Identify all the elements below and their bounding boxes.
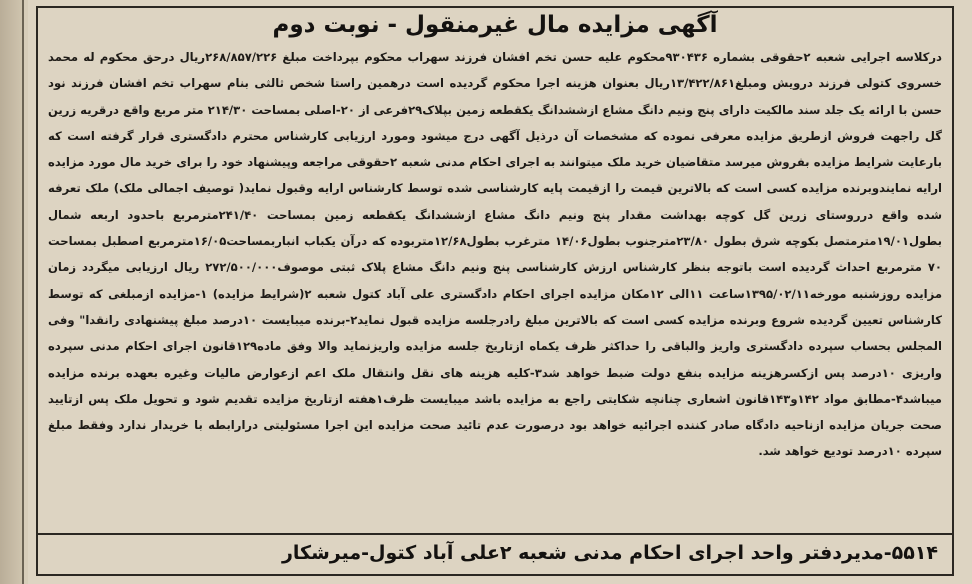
- footer-divider: [38, 533, 952, 535]
- auction-notice-box: [36, 6, 954, 576]
- newspaper-clipping: [28, 0, 972, 584]
- notice-title: آگهی مزایده مال غیرمنقول - نوبت دوم: [272, 12, 718, 38]
- notice-signature: ۵۵۱۴-مدیردفتر واحد اجرای احکام مدنی شعبه ۲علی آباد کتول-میرشکار: [281, 542, 938, 564]
- notice-body: درکلاسه اجرایی شعبه ۲حقوقی بشماره ۹۳۰۴۳۶محکوم علیه حسن تخم افشان فرزند سهراب محکوم بپرداخت مبلغ ۲۶۸/۸۵۷/۲۲۶ریال درحق محکوم له محمد خسروی کتولی فرزند درویش ومبلغ۱۳/۴۲۲/۸۶۱ریال بعنوان هزینه اجرا محکوم گردیده است درهمین راستا شخص ثالثی بنام سهراب تخم افشان فرزند نود حسن با ارائه یک جلد سند مالکیت دارای پنج ونیم دانگ مشاع ازششدانگ یکقطعه زمین بپلاک۲۹فرعی از ۲۰-اصلی بمساحت ۲۱۴/۳۰ متر مربع واقع درقریه زرین گل راجهت فروش ازطریق مزایده معرفی نموده که مشخصات آن درذیل آگهی درج میشود ومورد ارزیابی کارشناس محترم دادگستری قرار گرفته است که بارعایت شرایط مزایده بفروش میرسد متقاضیان خرید ملک میتوانند به اجرای احکام مدنی شعبه ۲حقوقی مراجعه وپیشنهاد خود را برای خرید مال مورد مزایده ارایه نمایندوبرنده مزایده کسی است که بالاترین قیمت را ازقیمت پایه کارشناسی شده توسط کارشناس ارایه وقبول نماید( توصیف اجمالی ملک) ملک تعرفه شده واقع درروستای زرین گل کوچه بهداشت مقدار پنج ونیم دانگ مشاع ازششدانگ یکقطعه زمین بمساحت ۲۴۱/۴۰مترمربع باحدود اربعه شمال بطول۱۹/۰۱مترمتصل بکوچه شرق بطول ۲۳/۸۰مترجنوب بطول۱۴/۰۶ مترغرب بطول۱۲/۶۸متربوده که درآن یکباب انباربمساحت۱۶/۰۵مترمربع اصطبل بمساحت ۷۰ مترمربع احداث گردیده است باتوجه بنظر کارشناس ارزش کارشناسی پنج ونیم دانگ مشاع پلاک ثبتی موصوف۲۷۲/۵۰۰/۰۰۰ ریال ارزیابی میگردد زمان مزایده روزشنبه مورخه۱۳۹۵/۰۲/۱۱ساعت ۱۱الی ۱۲مکان مزایده اجرای احکام دادگستری علی آباد کتول شعبه ۲(شرایط مزایده) ۱-مزایده ازمبلغی که توسط کارشناس تعیین گردیده شروع وبرنده مزایده کسی است که بالاترین مبلغ رادرجلسه مزایده قبول نماید۲-برنده میبایست ۱۰درصد مبلغ پیشنهادی رانقدا" وفی المجلس بحساب سپرده دادگستری واریز والباقی را حداکثر ظرف یکماه ازتاریخ جلسه مزایده واریزنماید والا وفق ماده۱۲۹قانون اجرای احکام مدنی سپرده واریزی ۱۰درصد پس ازکسرهزینه مزایده بنفع دولت ضبط خواهد شد۳-کلیه هزینه های نقل وانتقال ملک اعم ازعوارض مالیات وغیره بعهده برنده مزایده میباشد۴-مطابق مواد ۱۴۲و۱۴۳قانون اشعاری چنانچه شکایتی راجع به مزایده باشد میبایست ظرف۱هفته ازتاریخ مزایده تقدیم شود و تحویل ملک پس ازتایید صحت جریان مزایده ازناحیه دادگاه صادر کننده اجرائیه خواهد بود درصورت عدم تائید صحت مزایده این اجرا مسئولیتی درارابطه با خریدار ندارد وفقط مبلغ سپرده ۱۰درصد تودیع خواهد شد.: [48, 50, 942, 459]
- adjacent-page-edge: [0, 0, 24, 584]
